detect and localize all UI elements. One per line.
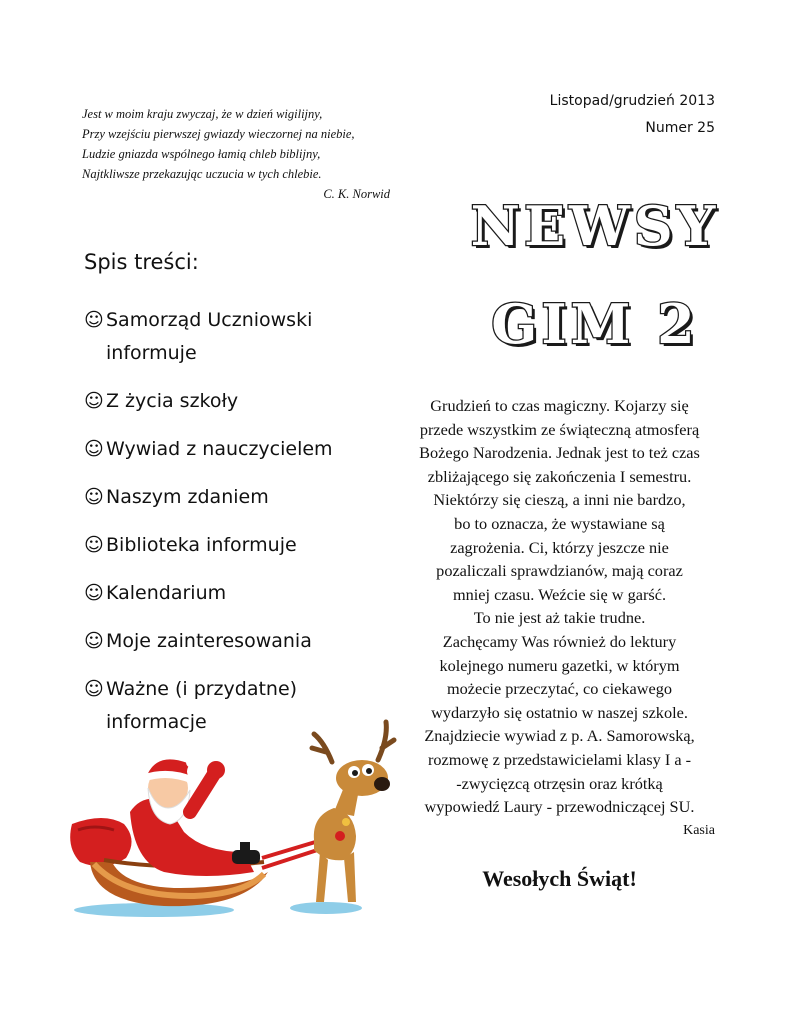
toc-item-label: Ważne (i przydatne) informacje — [106, 678, 298, 733]
toc-item[interactable] — [84, 577, 384, 610]
smiley-icon: ☺ — [84, 486, 104, 508]
masthead-title-line2: GIM 2 — [491, 292, 699, 356]
intro-line: wydarzyło się ostatnio w naszej szkole. — [431, 702, 688, 722]
masthead-title-line1: NEWSY — [470, 194, 720, 258]
intro-line: Zachęcamy Was również do lektury — [442, 631, 677, 651]
intro-line: rozmowę z przedstawicielami klasy I a - — [427, 749, 692, 769]
intro-line: Znajdziecie wywiad z p. A. Samorowską, — [424, 726, 695, 746]
toc-item-label: Moje zainteresowania — [106, 630, 312, 652]
smiley-icon: ☺ — [84, 582, 104, 604]
holiday-wishes: Wesołych Świąt! — [482, 866, 637, 891]
toc-item[interactable] — [84, 529, 384, 562]
smiley-icon: ☺ — [84, 309, 104, 331]
toc-item[interactable] — [84, 385, 384, 418]
toc-item[interactable] — [84, 481, 384, 514]
smiley-icon: ☺ — [84, 438, 104, 460]
article-signature: Kasia — [683, 823, 715, 838]
poem-line: Przy wzejściu pierwszej gwiazdy wieczornej na niebie, — [82, 127, 355, 141]
smiley-icon: ☺ — [84, 630, 104, 652]
intro-line: bo to oznacza, że wystawiane są — [454, 513, 665, 533]
intro-line: Grudzień to czas magiczny. Kojarzy się — [430, 396, 689, 415]
intro-line: przede wszystkim ze świąteczną atmosferą — [419, 419, 700, 439]
santa-claus — [130, 756, 260, 876]
toc-item[interactable] — [84, 433, 384, 466]
intro-line: zagrożenia. Ci, którzy jeszcze nie — [450, 537, 669, 557]
intro-line: pozaliczali sprawdzianów, mają coraz — [436, 561, 683, 581]
santa-sleigh-reindeer-illustration — [64, 712, 400, 922]
issue-info — [550, 88, 715, 142]
issue-date: Listopad/grudzień 2013 — [549, 93, 715, 109]
intro-line: mniej czasu. Weźcie się w garść. — [452, 584, 667, 604]
sleigh-shadow — [74, 902, 362, 917]
smiley-icon: ☺ — [84, 678, 104, 700]
issue-number: Numer 25 — [645, 120, 715, 136]
toc-item[interactable] — [84, 625, 384, 658]
intro-line: Niektórzy się cieszą, a inni nie bardzo, — [433, 490, 686, 510]
toc-heading: Spis treści: — [84, 250, 199, 274]
toc-item-label: Samorząd Uczniowski informuje — [106, 309, 313, 364]
intro-line: -zwycięzcą otrzęsin oraz krótką — [456, 773, 663, 793]
intro-line: To nie jest aż takie trudne. — [473, 608, 646, 628]
intro-line: wypowiedź Laury - przewodniczącej SU. — [424, 797, 695, 817]
reindeer — [312, 722, 394, 902]
toc-item[interactable] — [84, 304, 384, 370]
toc-item-label: Naszym zdaniem — [106, 486, 269, 508]
intro-line: możecie przeczytać, co ciekawego — [446, 679, 673, 699]
santa-sack — [70, 818, 131, 866]
poem-line: Jest w moim kraju zwyczaj, że w dzień wigilijny, — [82, 107, 323, 121]
poem-line: Najtkliwsze przekazując uczucia w tych chlebie. — [82, 167, 322, 181]
intro-line: Bożego Narodzenia. Jednak jest to też czas — [419, 443, 700, 463]
toc-item-label: Biblioteka informuje — [106, 534, 297, 556]
smiley-icon: ☺ — [84, 534, 104, 556]
poem-line: Ludzie gniazda wspólnego łamią chleb biblijny, — [82, 147, 321, 161]
poem-epigraph — [82, 104, 392, 204]
toc-item-label: Kalendarium — [106, 582, 227, 604]
toc-item-label: Z życia szkoły — [106, 390, 239, 412]
intro-article — [392, 394, 727, 819]
poem-author: C. K. Norwid — [323, 187, 390, 201]
intro-line: kolejnego numeru gazetki, w którym — [439, 655, 680, 675]
table-of-contents — [84, 304, 384, 754]
smiley-icon: ☺ — [84, 390, 104, 412]
toc-item-label: Wywiad z nauczycielem — [106, 438, 333, 460]
intro-line: zbliżającego się zakończenia I semestru. — [427, 466, 692, 486]
